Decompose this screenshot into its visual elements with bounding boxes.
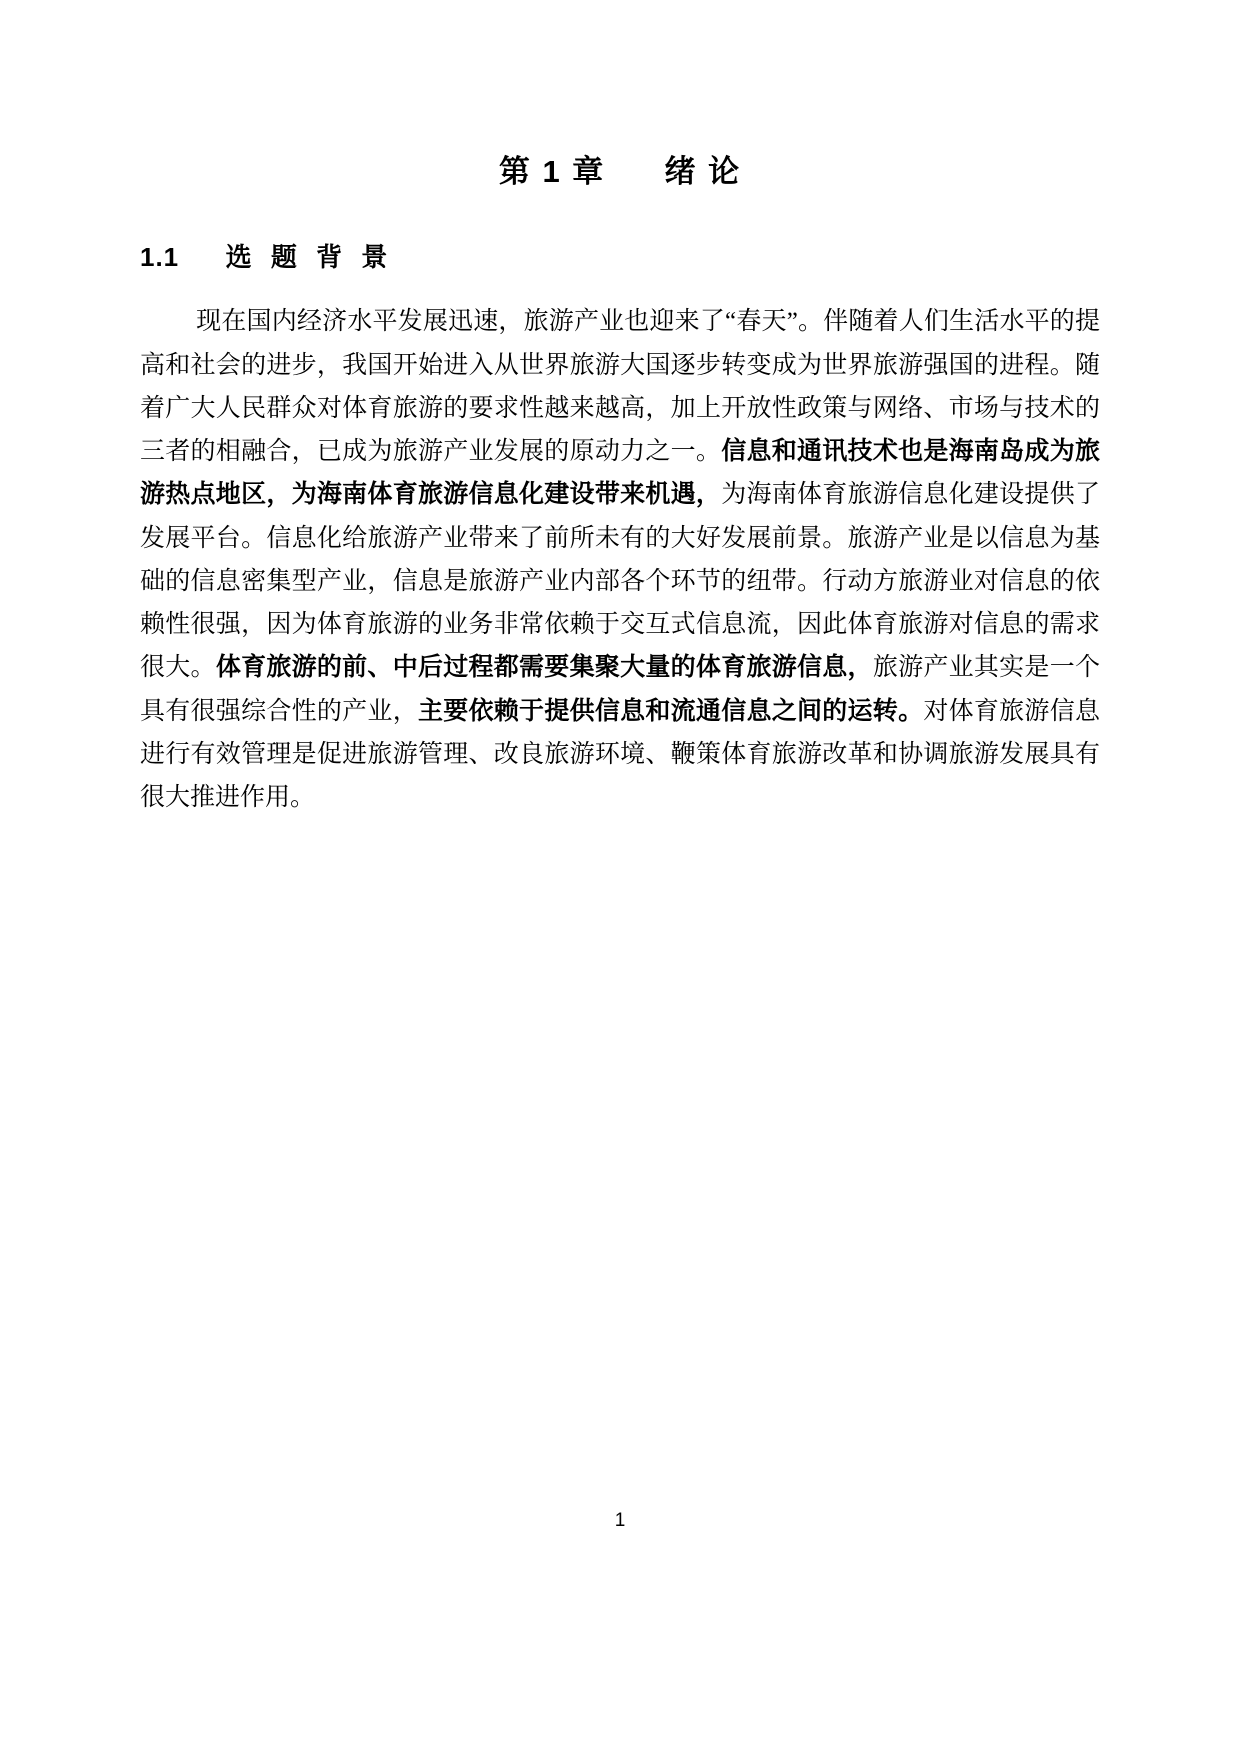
chapter-heading: [140, 150, 1100, 193]
paragraph-run-3: 为海南体育旅游信息化建设提供了发展平台。信息化给旅游产业带来了前所未有的大好发展前景。旅游产业是以信息为基础的信息密集型产业，信息是旅游产业内部各个环节的纽带。行动方旅游业对信息的依赖性很强，因为体育旅游的业务非常依赖于交互式信息流，因此体育旅游对信息的需求很大。: [140, 481, 1100, 682]
paragraph-run-1: 现在国内经济水平发展迅速，旅游产业也迎来了“春天”。伴随着人们生活水平的提高和社会的进步，我国开始进入从世界旅游大国逐步转变成为世界旅游强国的进程。随着广大人民群众对体育旅游的要求性越来越高，加上开放性政策与网络、市场与技术的三者的相融合，已成为旅游产业发展的原动力之一。: [140, 308, 1100, 466]
chapter-number: 第 1 章: [498, 154, 606, 189]
section-title-text: 选 题 背 景: [225, 242, 394, 273]
page-number-footer: 1: [614, 1510, 626, 1531]
paragraph-run-4-bold: 体育旅游的前、中后过程都需要集聚大量的体育旅游信息，: [215, 654, 873, 682]
paragraph-run-6-bold: 主要依赖于提供信息和流通信息之间的运转。: [417, 697, 924, 725]
page-content: [140, 0, 1100, 844]
section-heading: [140, 237, 1100, 274]
body-paragraph: [140, 300, 1100, 819]
paragraph-run-2-bold: 信息和通讯技术也是海南岛成为旅游热点地区，为海南体育旅游信息化建设带来机遇，: [140, 438, 1100, 509]
paragraph-run-7: 对体育旅游信息进行有效管理是促进旅游管理、改良旅游环境、鞭策体育旅游改革和协调旅游发展具有很大推进作用。: [140, 697, 1100, 812]
section-number: 1.1: [140, 242, 180, 273]
chapter-title-text: 绪 论: [664, 154, 742, 189]
paragraph-run-5: 旅游产业其实是一个具有很强综合性的产业，: [140, 654, 1100, 725]
